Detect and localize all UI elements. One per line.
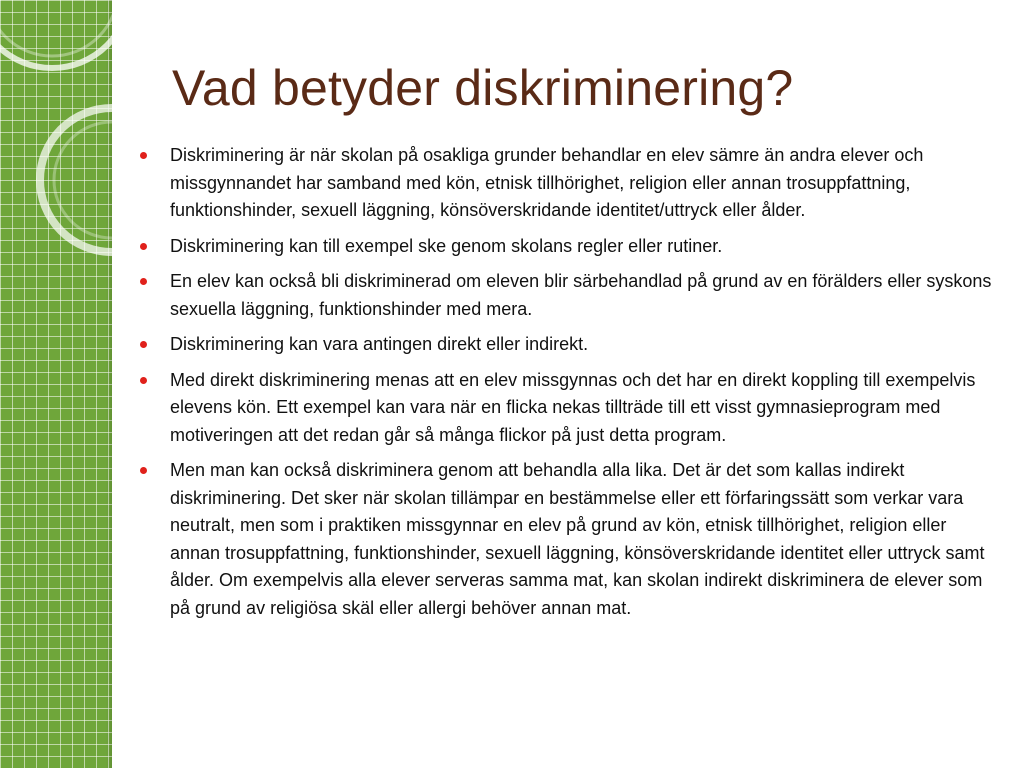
bullet-text: Diskriminering kan vara antingen direkt eller indirekt. [170,334,589,354]
bullet-dot-icon [140,152,147,159]
bullet-item [136,142,994,225]
bullet-item [136,233,994,261]
bullet-item [136,367,994,450]
bullet-dot-icon [140,467,147,474]
bullet-list [136,142,994,630]
bullet-dot-icon [140,341,147,348]
bullet-text: Diskriminering är när skolan på osakliga grunder behandlar en elev sämre än andra elever och missgynnandet har samband med kön, etnisk tillhörighet, religion eller annan trosuppfattning, funktionshinder, sexuell läggning, könsöverskridande identitet/uttryck eller ålder. [170,145,924,220]
bullet-text: Diskriminering kan till exempel ske genom skolans regler eller rutiner. [170,235,723,256]
bullet-item [136,268,994,323]
bullet-item [136,457,994,622]
slide-title: Vad betyder diskriminering? [172,60,794,116]
bullet-dot-icon [140,377,147,384]
bullet-text: Med direkt diskriminering menas att en elev missgynnas och det har en direkt koppling till exempelvis elevens kön. Ett exempel kan vara när en flicka nekas tillträde till ett visst gymnasieprogram med motiveringen att det redan går så många flickor på just detta program. [170,369,976,445]
bullet-item [136,331,994,359]
bullet-dot-icon [140,243,147,250]
bullet-text: En elev kan också bli diskriminerad om eleven blir särbehandlad på grund av en förälders eller syskons sexuella läggning, funktionshinder med mera. [170,271,992,319]
bullet-dot-icon [140,278,147,285]
side-band-shadow [106,0,112,768]
bullet-text: Men man kan också diskriminera genom att behandla alla lika. Det är det som kallas indirekt diskriminering. Det sker när skolan tillämpar en bestämmelse eller ett förfaringssätt som verkar vara neutralt, men som i praktiken missgynnar en elev på grund av kön, etnisk tillhörighet, religion eller annan trosuppfattning, funktionshinder, sexuell läggning, könsöverskridande identitet eller uttryck samt ålder. Om exempelvis alla elever serveras samma mat, kan skolan indirekt diskriminera de elever som på grund av religiösa skäl eller allergi behöver annan mat. [170,460,985,618]
green-grid-side-band [0,0,112,768]
